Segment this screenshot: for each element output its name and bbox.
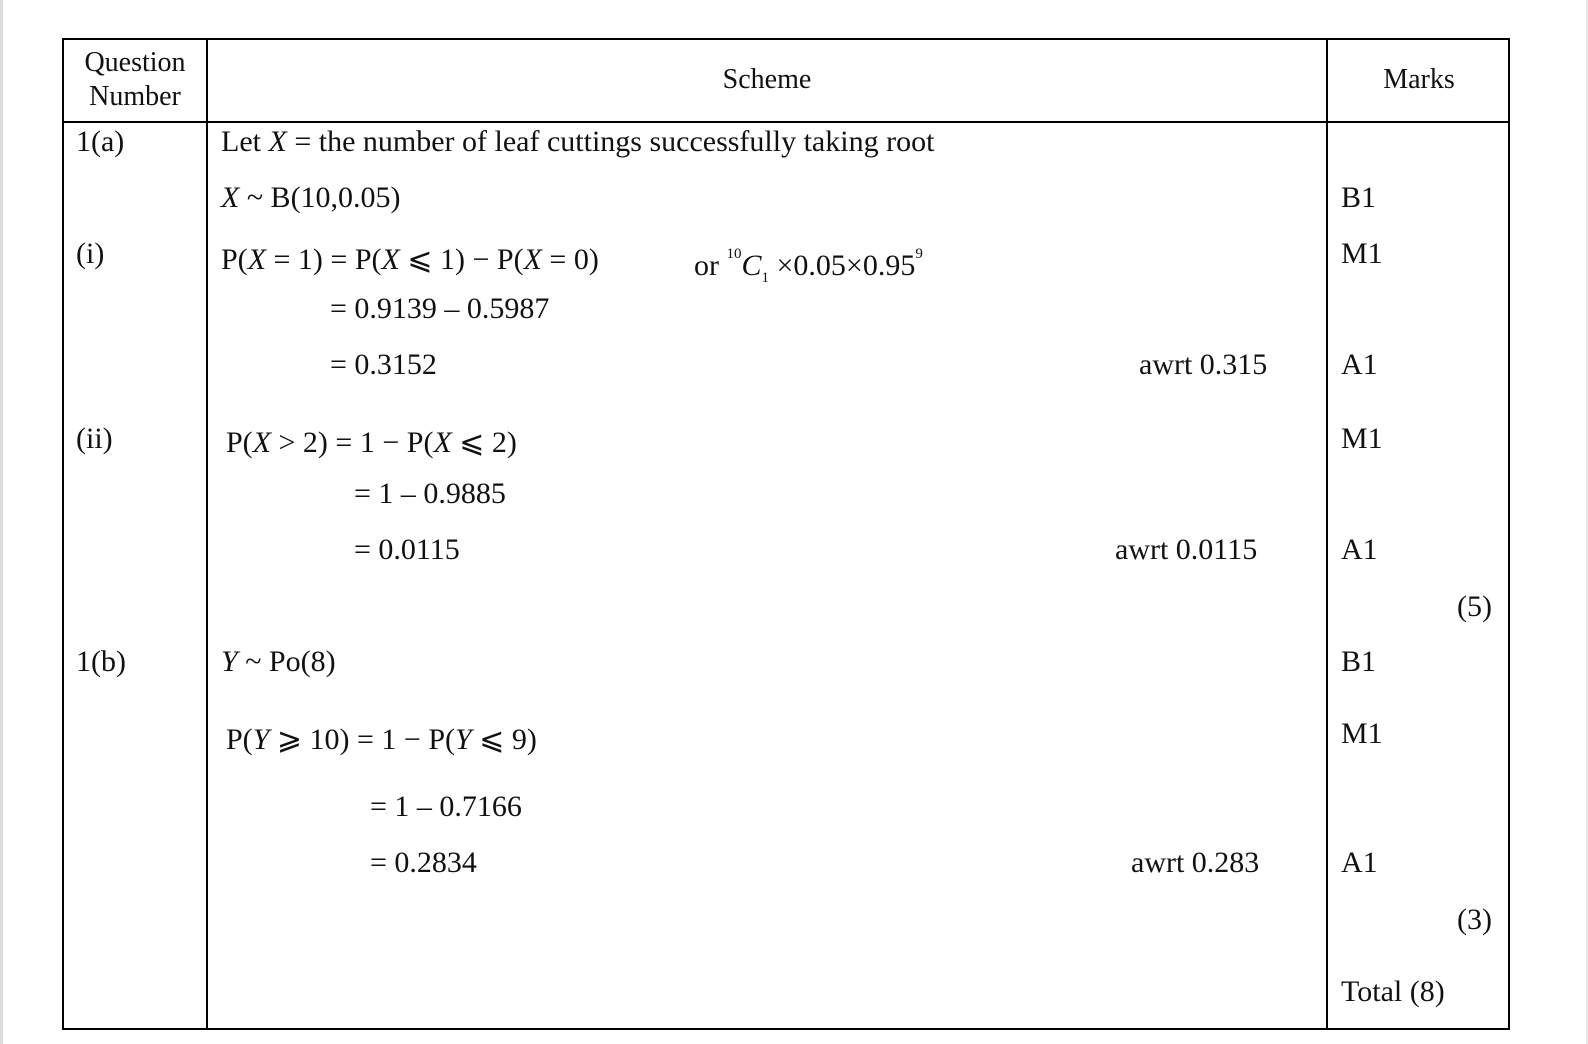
expr-p2: P( bbox=[354, 243, 382, 276]
dist-y-text: ~ Po(8) bbox=[237, 645, 336, 678]
scheme-intro bbox=[221, 124, 934, 160]
header-question-line2: Number bbox=[89, 81, 181, 112]
mark-a1-ii: A1 bbox=[1341, 533, 1378, 566]
subtotal-1a: (5) bbox=[1457, 590, 1492, 623]
part-i-line1 bbox=[221, 242, 599, 278]
ii-expr-p: P( bbox=[226, 426, 253, 459]
part-i-note: awrt 0.315 bbox=[1139, 348, 1268, 381]
alt-or: or bbox=[694, 249, 727, 282]
subtotal-1b: (3) bbox=[1457, 903, 1492, 936]
header-divider bbox=[62, 121, 1510, 123]
part-label-i: (i) bbox=[76, 237, 105, 270]
part-ii-line3: = 0.0115 bbox=[354, 533, 460, 566]
part-ii-line1 bbox=[226, 425, 517, 461]
alt-sup: 10 bbox=[726, 246, 742, 262]
mark-b1-b: B1 bbox=[1341, 645, 1377, 678]
b-expr-var2: Y bbox=[455, 723, 472, 756]
distribution-x bbox=[221, 180, 401, 216]
question-label-1a: 1(a) bbox=[76, 125, 125, 158]
b-expr-ge: ⩾ 10) = 1 − P( bbox=[269, 723, 456, 756]
b-expr-le: ⩽ 9) bbox=[471, 723, 537, 756]
intro-post: = the number of leaf cuttings successfully taking root bbox=[286, 125, 935, 158]
total: Total (8) bbox=[1341, 975, 1445, 1008]
ii-expr-gt: > 2) = 1 − P( bbox=[271, 426, 434, 459]
intro-var: X bbox=[268, 125, 287, 158]
alt-c: C bbox=[741, 249, 762, 282]
dist-y-var: Y bbox=[221, 645, 238, 678]
header-marks: Marks bbox=[1383, 64, 1455, 95]
table-bottom-border bbox=[62, 1028, 1510, 1030]
b-expr-p: P( bbox=[226, 723, 253, 756]
distribution-y bbox=[221, 644, 336, 680]
b-expr-var: Y bbox=[252, 723, 270, 756]
header-scheme: Scheme bbox=[722, 64, 812, 95]
part-b-line1 bbox=[226, 722, 537, 758]
dist-text: ~ B(10,0.05) bbox=[239, 181, 401, 214]
part-b-line3: = 0.2834 bbox=[370, 846, 477, 879]
mark-a1-i: A1 bbox=[1341, 348, 1378, 381]
part-b-line2: = 1 – 0.7166 bbox=[370, 790, 522, 823]
ii-expr-var: X bbox=[252, 426, 272, 459]
mark-m1-b: M1 bbox=[1341, 717, 1383, 750]
intro-pre: Let bbox=[221, 125, 269, 158]
expr-var2: X bbox=[381, 243, 400, 276]
expr-var: X bbox=[247, 243, 267, 276]
header-question-number bbox=[66, 46, 204, 114]
mark-a1-b: A1 bbox=[1341, 846, 1378, 879]
alt-sub: 1 bbox=[761, 270, 770, 286]
part-i-line3: = 0.3152 bbox=[330, 348, 437, 381]
header-question-line1: Question bbox=[84, 47, 186, 78]
alt-power: 9 bbox=[915, 246, 923, 262]
expr-eq0: = 0) bbox=[541, 243, 599, 276]
column-divider-2 bbox=[1326, 38, 1328, 1030]
mark-m1-i: M1 bbox=[1341, 237, 1383, 270]
ii-expr-var2: X bbox=[433, 426, 452, 459]
expr-le: ⩽ 1) − P( bbox=[399, 243, 524, 276]
part-i-line2: = 0.9139 – 0.5987 bbox=[330, 292, 550, 325]
alt-product: ×0.05×0.95 bbox=[769, 249, 916, 282]
part-ii-line2: = 1 – 0.9885 bbox=[354, 477, 506, 510]
part-ii-note: awrt 0.0115 bbox=[1115, 533, 1258, 566]
dist-var: X bbox=[221, 181, 240, 214]
part-label-ii: (ii) bbox=[76, 422, 113, 455]
expr-p: P( bbox=[221, 243, 248, 276]
mark-b1-a: B1 bbox=[1341, 181, 1377, 214]
ii-expr-le: ⩽ 2) bbox=[451, 426, 517, 459]
question-label-1b: 1(b) bbox=[76, 645, 126, 678]
part-b-note: awrt 0.283 bbox=[1131, 846, 1260, 879]
expr-var3: X bbox=[523, 243, 542, 276]
column-divider-1 bbox=[206, 38, 208, 1030]
mark-m1-ii: M1 bbox=[1341, 422, 1383, 455]
part-i-alternative bbox=[694, 242, 923, 296]
expr-eq: = 1) = bbox=[266, 243, 355, 276]
page-edge bbox=[0, 0, 3, 1044]
